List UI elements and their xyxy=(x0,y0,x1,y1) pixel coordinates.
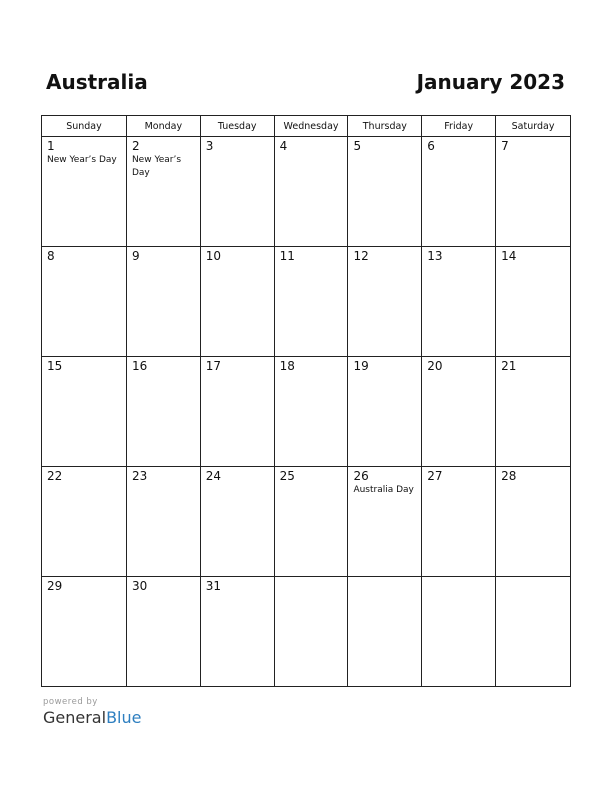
weekday-header: Friday xyxy=(422,116,496,137)
calendar-week-row xyxy=(42,357,571,467)
brand-logo-part1: General xyxy=(43,708,107,727)
page-title-month: January 2023 xyxy=(416,70,565,94)
calendar-week-row xyxy=(42,577,571,687)
day-number: 28 xyxy=(501,469,517,483)
powered-by-text: powered by xyxy=(43,697,98,707)
brand-logo-part2: Blue xyxy=(106,708,142,727)
calendar-day-cell xyxy=(422,137,496,247)
day-number: 27 xyxy=(427,469,443,483)
weekday-header: Tuesday xyxy=(200,116,274,137)
day-number: 19 xyxy=(353,359,369,373)
weekday-header: Saturday xyxy=(496,116,571,137)
day-number: 8 xyxy=(47,249,55,263)
day-number: 15 xyxy=(47,359,63,373)
weekday-header: Thursday xyxy=(348,116,422,137)
calendar-day-cell xyxy=(42,137,127,247)
calendar-day-cell xyxy=(274,247,348,357)
calendar-day-cell xyxy=(422,357,496,467)
calendar-day-cell xyxy=(422,577,496,687)
calendar-day-cell xyxy=(200,247,274,357)
weekday-header: Monday xyxy=(126,116,200,137)
day-number: 30 xyxy=(131,579,148,593)
day-number: 13 xyxy=(427,249,443,263)
calendar-day-cell xyxy=(42,247,127,357)
weekday-header: Wednesday xyxy=(274,116,348,137)
calendar-day-cell xyxy=(200,467,274,577)
day-number: 9 xyxy=(131,249,140,263)
day-number: 1 xyxy=(47,139,55,153)
day-number: 22 xyxy=(47,469,63,483)
calendar-day-cell xyxy=(42,577,127,687)
day-number: 17 xyxy=(205,359,222,373)
calendar-day-cell xyxy=(496,577,571,687)
calendar-week-row xyxy=(42,467,571,577)
holiday-label: New Year’s Day xyxy=(131,155,182,178)
calendar-day-cell xyxy=(274,357,348,467)
day-number: 12 xyxy=(353,249,369,263)
day-number: 7 xyxy=(501,139,509,153)
day-number: 10 xyxy=(205,249,222,263)
day-number xyxy=(275,577,348,579)
calendar-day-cell xyxy=(348,247,422,357)
calendar-day-cell xyxy=(126,247,200,357)
calendar-day-cell xyxy=(496,357,571,467)
calendar-day-cell xyxy=(348,467,422,577)
calendar-day-cell xyxy=(274,137,348,247)
holiday-label: New Year’s Day xyxy=(47,155,117,165)
day-number: 20 xyxy=(427,359,443,373)
day-number: 2 xyxy=(131,139,140,153)
day-number: 16 xyxy=(131,359,148,373)
day-number: 25 xyxy=(279,469,295,483)
day-number: 5 xyxy=(353,139,362,153)
calendar-day-cell xyxy=(200,357,274,467)
calendar-week-row xyxy=(42,247,571,357)
calendar-day-cell xyxy=(274,467,348,577)
weekday-header: Sunday xyxy=(42,116,127,137)
day-number: 29 xyxy=(47,579,63,593)
day-number: 3 xyxy=(205,139,214,153)
day-number: 23 xyxy=(131,469,148,483)
calendar-day-cell xyxy=(348,357,422,467)
holiday-label: Australia Day xyxy=(353,485,414,495)
calendar-day-cell xyxy=(348,137,422,247)
calendar-day-cell xyxy=(422,467,496,577)
day-number: 21 xyxy=(501,359,517,373)
day-number: 18 xyxy=(279,359,295,373)
day-number xyxy=(348,577,421,579)
calendar-day-cell xyxy=(348,577,422,687)
day-number: 24 xyxy=(205,469,222,483)
calendar-day-cell xyxy=(274,577,348,687)
calendar-day-cell xyxy=(496,137,571,247)
calendar-day-cell xyxy=(200,577,274,687)
day-number: 14 xyxy=(501,249,517,263)
calendar-day-cell xyxy=(126,577,200,687)
day-number xyxy=(422,577,495,579)
calendar-day-cell xyxy=(126,357,200,467)
day-number: 11 xyxy=(279,249,295,263)
calendar-day-cell xyxy=(126,137,200,247)
footer-branding xyxy=(43,697,141,727)
calendar-day-cell xyxy=(42,357,127,467)
day-number: 26 xyxy=(353,469,369,483)
calendar-day-cell xyxy=(496,467,571,577)
brand-logo xyxy=(43,708,141,727)
page-title-country: Australia xyxy=(46,70,148,94)
day-number: 31 xyxy=(205,579,222,593)
calendar-day-cell xyxy=(422,247,496,357)
calendar-week-row xyxy=(42,137,571,247)
calendar-day-cell xyxy=(496,247,571,357)
calendar-day-cell xyxy=(126,467,200,577)
calendar-grid xyxy=(41,115,571,687)
day-number xyxy=(496,577,570,579)
calendar-day-cell xyxy=(42,467,127,577)
weekday-header-row xyxy=(42,116,571,137)
day-number: 4 xyxy=(279,139,288,153)
day-number: 6 xyxy=(427,139,435,153)
calendar-day-cell xyxy=(200,137,274,247)
